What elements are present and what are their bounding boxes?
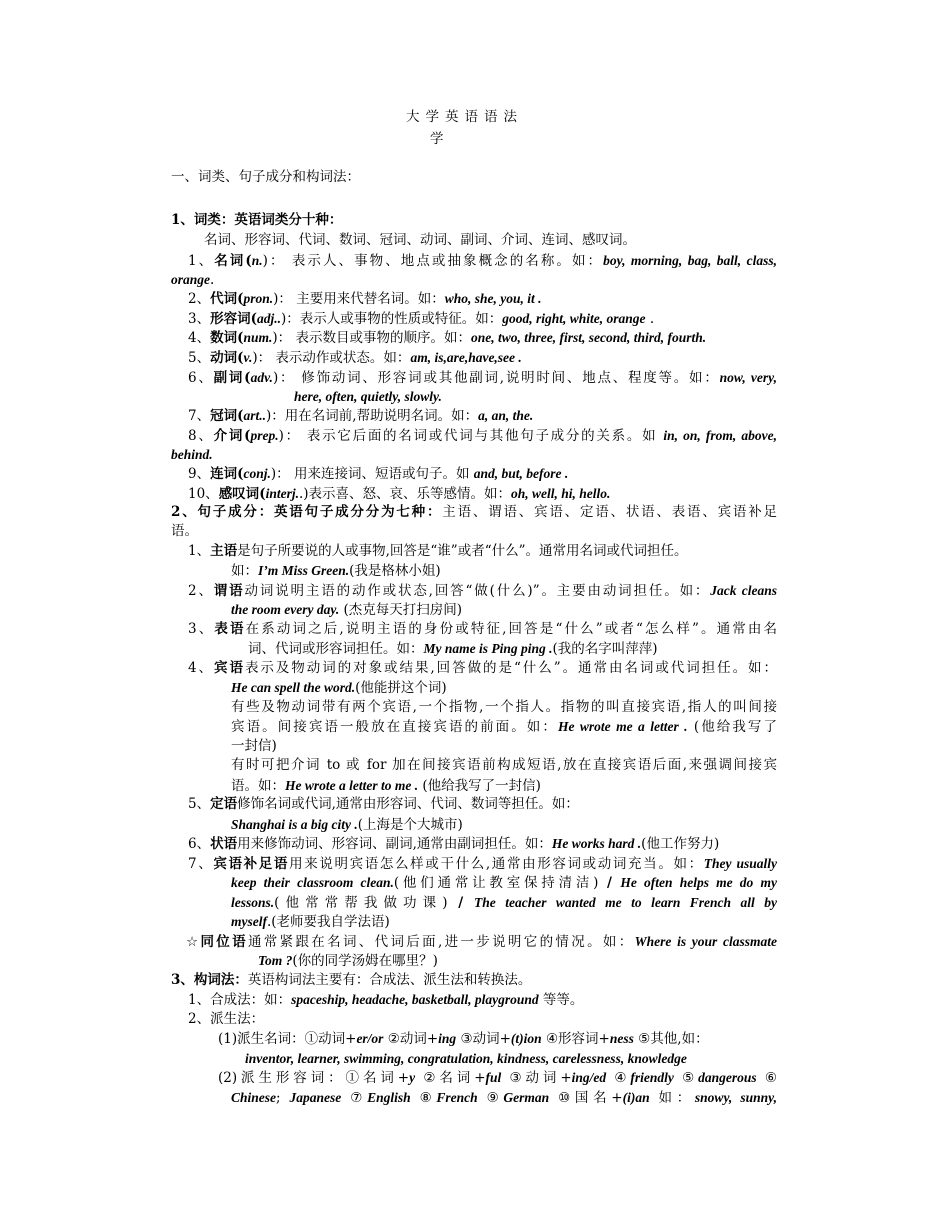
word-class-item: 3、形容词(adj..)：表示人或事物的性质或特征。如：good, right, white, orange . xyxy=(188,311,655,327)
document-title: 大学英语语法 xyxy=(406,109,523,125)
word-class-item: 7、冠词(art..)：用在名词前,帮助说明名词。如：a, an, the. xyxy=(188,408,534,424)
component-example: myself.(老师要我自学法语) xyxy=(231,914,390,930)
component-example: the room every day. (杰克每天打扫房间) xyxy=(231,602,463,618)
word-class-item: 5、动词(v.)： 表示动作或状态。如：am, is,are,have,see . xyxy=(188,350,522,366)
component-item: 3、表语在系动词之后,说明主语的身份或特征,回答是“什么”或者“怎么样”。通常由名 xyxy=(188,621,777,637)
component-example: 如：I’m Miss Green.(我是格林小姐) xyxy=(231,563,441,579)
component-item: ☆同位语通常紧跟在名词、代词后面,进一步说明它的情况。如：Where is your classmate xyxy=(186,934,777,950)
component-note: 语。如：He wrote a letter to me . (他给我写了一封信) xyxy=(231,778,541,794)
word-class-item: 8、介词(prep.)： 表示它后面的名词或代词与其他句子成分的关系。如 in, on, from, above, xyxy=(188,428,777,444)
formation-item: 2、派生法： xyxy=(188,1011,265,1027)
component-item: 2、谓语动词说明主语的动作或状态,回答“做(什么)”。主要由动词担任。如：Jack cleans xyxy=(188,583,777,599)
word-class-item: 9、连词(conj.)： 用来连接词、短语或句子。如 and, but, before . xyxy=(188,466,569,482)
derivation-rule: (2)派生形容词：①名词+y ②名词+ful ③动词+ing/ed ④friendly ⑤dangerous ⑥ xyxy=(218,1070,777,1086)
derivation-examples: inventor, learner, swimming, congratulation, kindness, carelessness, knowledge xyxy=(245,1051,687,1066)
component-note: 有些及物动词带有两个宾语,一个指物,一个指人。指物的叫直接宾语,指人的叫间接 xyxy=(231,699,777,715)
component-example: Shanghai is a big city .(上海是个大城市) xyxy=(231,817,463,833)
formation-item: 1、合成法：如：spaceship, headache, basketball, playground 等等。 xyxy=(188,992,584,1008)
word-formation-heading: 3、构词法：英语构词法主要有：合成法、派生法和转换法。 xyxy=(171,972,532,988)
component-item: 1、主语是句子所要说的人或事物,回答是“谁”或者“什么”。通常用名词或代词担任。 xyxy=(188,543,688,559)
component-note: 一封信) xyxy=(231,738,277,754)
derivation-rule: (1)派生名词：①动词+er/or ②动词+ing ③动词+(t)ion ④形容词+ness ⑤其他,如： xyxy=(218,1031,709,1047)
component-note: 宾语。间接宾语一般放在直接宾语的前面。如：He wrote me a letter . (他给我写了 xyxy=(231,719,778,735)
word-class-heading: 1、词类：英语词类分十种： xyxy=(171,212,343,228)
component-example: 词、代词或形容词担任。如：My name is Ping ping .(我的名字叫萍萍) xyxy=(248,641,658,657)
document-title-cont: 学 xyxy=(430,131,444,147)
component-example: keep their classroom clean.(他们通常让教室保持清洁) / He often helps me do my xyxy=(231,875,777,891)
section-heading: 一、词类、句子成分和构词法： xyxy=(171,169,360,185)
word-class-item: 2、代词(pron.)： 主要用来代替名词。如：who, she, you, it . xyxy=(188,291,542,307)
component-item: 7、宾语补足语用来说明宾语怎么样或干什么,通常由形容词或动词充当。如：They usually xyxy=(188,856,777,872)
sentence-component-heading: 2、句子成分：英语句子成分分为七种：主语、谓语、宾语、定语、状语、表语、宾语补足 xyxy=(171,504,778,520)
component-item: 6、状语用来修饰动词、形容词、副词,通常由副词担任。如：He works hard .(他工作努力) xyxy=(188,836,720,852)
component-item: 4、宾语表示及物动词的对象或结果,回答做的是“什么”。通常由名词或代词担任。如： xyxy=(188,660,778,676)
word-class-item: 10、感叹词(interj..)表示喜、怒、哀、乐等感情。如：oh, well, hi, hello. xyxy=(188,486,611,502)
word-class-item: 1、名词(n.)： 表示人、事物、地点或抽象概念的名称。如：boy, morning, bag, ball, class, xyxy=(188,253,777,269)
component-item: 5、定语修饰名词或代词,通常由形容词、代词、数词等担任。如： xyxy=(188,796,579,812)
derivation-examples: Chinese; Japanese ⑦English ⑧French ⑨German ⑩国名+(i)an 如：snowy, sunny, xyxy=(231,1090,778,1106)
component-example: He can spell the word.(他能拼这个词) xyxy=(231,680,447,696)
component-example: lessons.(他常常帮我做功课) / The teacher wanted me to learn French all by xyxy=(231,895,777,911)
word-class-item: 4、数词(num.)： 表示数目或事物的顺序。如：one, two, three, first, second, third, fourth. xyxy=(188,330,707,346)
word-class-list: 名词、形容词、代词、数词、冠词、动词、副词、介词、连词、感叹词。 xyxy=(204,232,636,248)
word-class-item-cont: behind. xyxy=(171,447,213,462)
word-class-item: 6、副词(adv.)： 修饰动词、形容词或其他副词,说明时间、地点、程度等。如：now, very, xyxy=(188,370,777,386)
component-note: 有时可把介词 to 或 for 加在间接宾语前构成短语,放在直接宾语后面,来强调间接宾 xyxy=(231,757,777,773)
word-class-item-cont: here, often, quietly, slowly. xyxy=(294,389,442,404)
word-class-item-cont: orange. xyxy=(171,272,215,288)
sentence-component-heading-cont: 语。 xyxy=(171,523,198,539)
component-example: Tom ?(你的同学汤姆在哪里？) xyxy=(258,953,438,969)
